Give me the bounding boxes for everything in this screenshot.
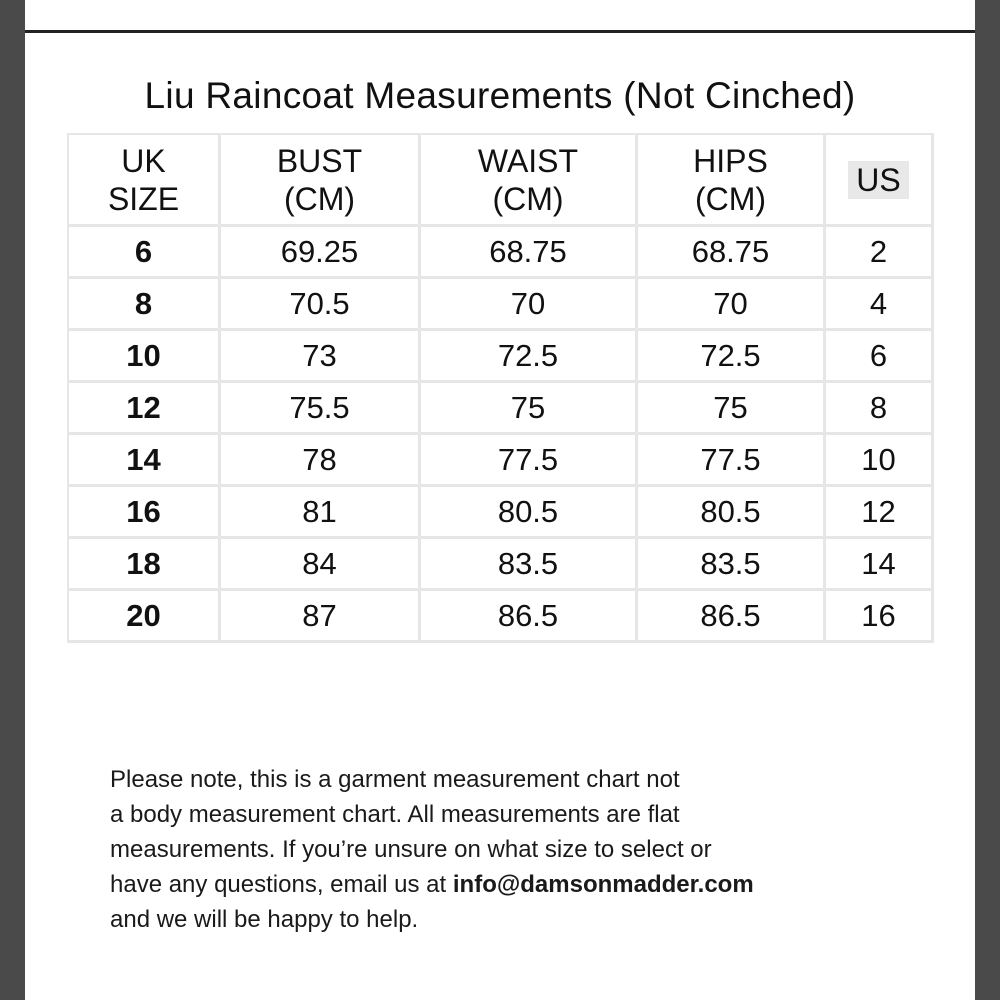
- cell-us: 14: [826, 539, 934, 591]
- cell-hips: 72.5: [638, 331, 826, 383]
- cell-hips: 70: [638, 279, 826, 331]
- note-line-4-text: have any questions, email us at: [110, 871, 453, 898]
- table-row: [67, 383, 934, 435]
- cell-waist: 68.75: [421, 227, 638, 279]
- header-waist: [421, 133, 638, 227]
- cell-us: 10: [826, 435, 934, 487]
- header-uk-line1: UK: [121, 142, 166, 179]
- cell-waist: 72.5: [421, 331, 638, 383]
- header-bust-line1: BUST: [276, 142, 363, 179]
- cell-bust: 84: [221, 539, 421, 591]
- cell-hips: 68.75: [638, 227, 826, 279]
- header-uk-line2: SIZE: [107, 180, 180, 217]
- cell-uk: 12: [67, 383, 221, 435]
- header-hips-line1: HIPS: [693, 142, 768, 179]
- cell-waist: 75: [421, 383, 638, 435]
- cell-uk: 10: [67, 331, 221, 383]
- note-line-1: Please note, this is a garment measurement chart not: [110, 766, 680, 793]
- cell-waist: 80.5: [421, 487, 638, 539]
- cell-hips: 80.5: [638, 487, 826, 539]
- cell-us: 16: [826, 591, 934, 643]
- cell-us: 2: [826, 227, 934, 279]
- cell-uk: 6: [67, 227, 221, 279]
- cell-hips: 75: [638, 383, 826, 435]
- table-row: [67, 279, 934, 331]
- cell-bust: 73: [221, 331, 421, 383]
- cell-bust: 81: [221, 487, 421, 539]
- header-us: [826, 133, 934, 227]
- cell-us: 8: [826, 383, 934, 435]
- cell-bust: 75.5: [221, 383, 421, 435]
- cell-waist: 83.5: [421, 539, 638, 591]
- header-hips: [638, 133, 826, 227]
- cell-bust: 87: [221, 591, 421, 643]
- cell-hips: 86.5: [638, 591, 826, 643]
- cell-waist: 70: [421, 279, 638, 331]
- cell-us: 4: [826, 279, 934, 331]
- header-us-label: US: [848, 161, 908, 199]
- cell-waist: 86.5: [421, 591, 638, 643]
- table-row: [67, 227, 934, 279]
- garment-note: [110, 762, 910, 937]
- header-waist-line1: WAIST: [477, 142, 579, 179]
- cell-uk: 18: [67, 539, 221, 591]
- cell-uk: 16: [67, 487, 221, 539]
- cell-hips: 77.5: [638, 435, 826, 487]
- cell-uk: 8: [67, 279, 221, 331]
- cell-uk: 14: [67, 435, 221, 487]
- cell-waist: 77.5: [421, 435, 638, 487]
- note-line-2: a body measurement chart. All measurements are flat: [110, 801, 680, 828]
- measurement-sheet: [25, 0, 975, 1000]
- cell-hips: 83.5: [638, 539, 826, 591]
- cell-bust: 69.25: [221, 227, 421, 279]
- top-divider: [25, 0, 975, 33]
- page-title: Liu Raincoat Measurements (Not Cinched): [144, 75, 856, 116]
- header-waist-line2: (CM): [492, 180, 564, 217]
- header-bust-line2: (CM): [283, 180, 356, 217]
- table-row: [67, 591, 934, 643]
- table-row: [67, 539, 934, 591]
- table-row: [67, 331, 934, 383]
- cell-us: 6: [826, 331, 934, 383]
- cell-bust: 78: [221, 435, 421, 487]
- header-hips-line2: (CM): [694, 180, 767, 217]
- cell-bust: 70.5: [221, 279, 421, 331]
- cell-uk: 20: [67, 591, 221, 643]
- table-row: [67, 435, 934, 487]
- note-line-5: and we will be happy to help.: [110, 906, 419, 933]
- cell-us: 12: [826, 487, 934, 539]
- table-row: [67, 487, 934, 539]
- contact-email: info@damsonmadder.com: [452, 871, 754, 898]
- header-uk-size: [67, 133, 221, 227]
- note-line-4: [110, 867, 910, 902]
- header-bust: [221, 133, 421, 227]
- size-chart-table: [67, 133, 934, 643]
- note-line-3: measurements. If you’re unsure on what size to select or: [110, 836, 712, 863]
- table-header-row: [67, 133, 934, 227]
